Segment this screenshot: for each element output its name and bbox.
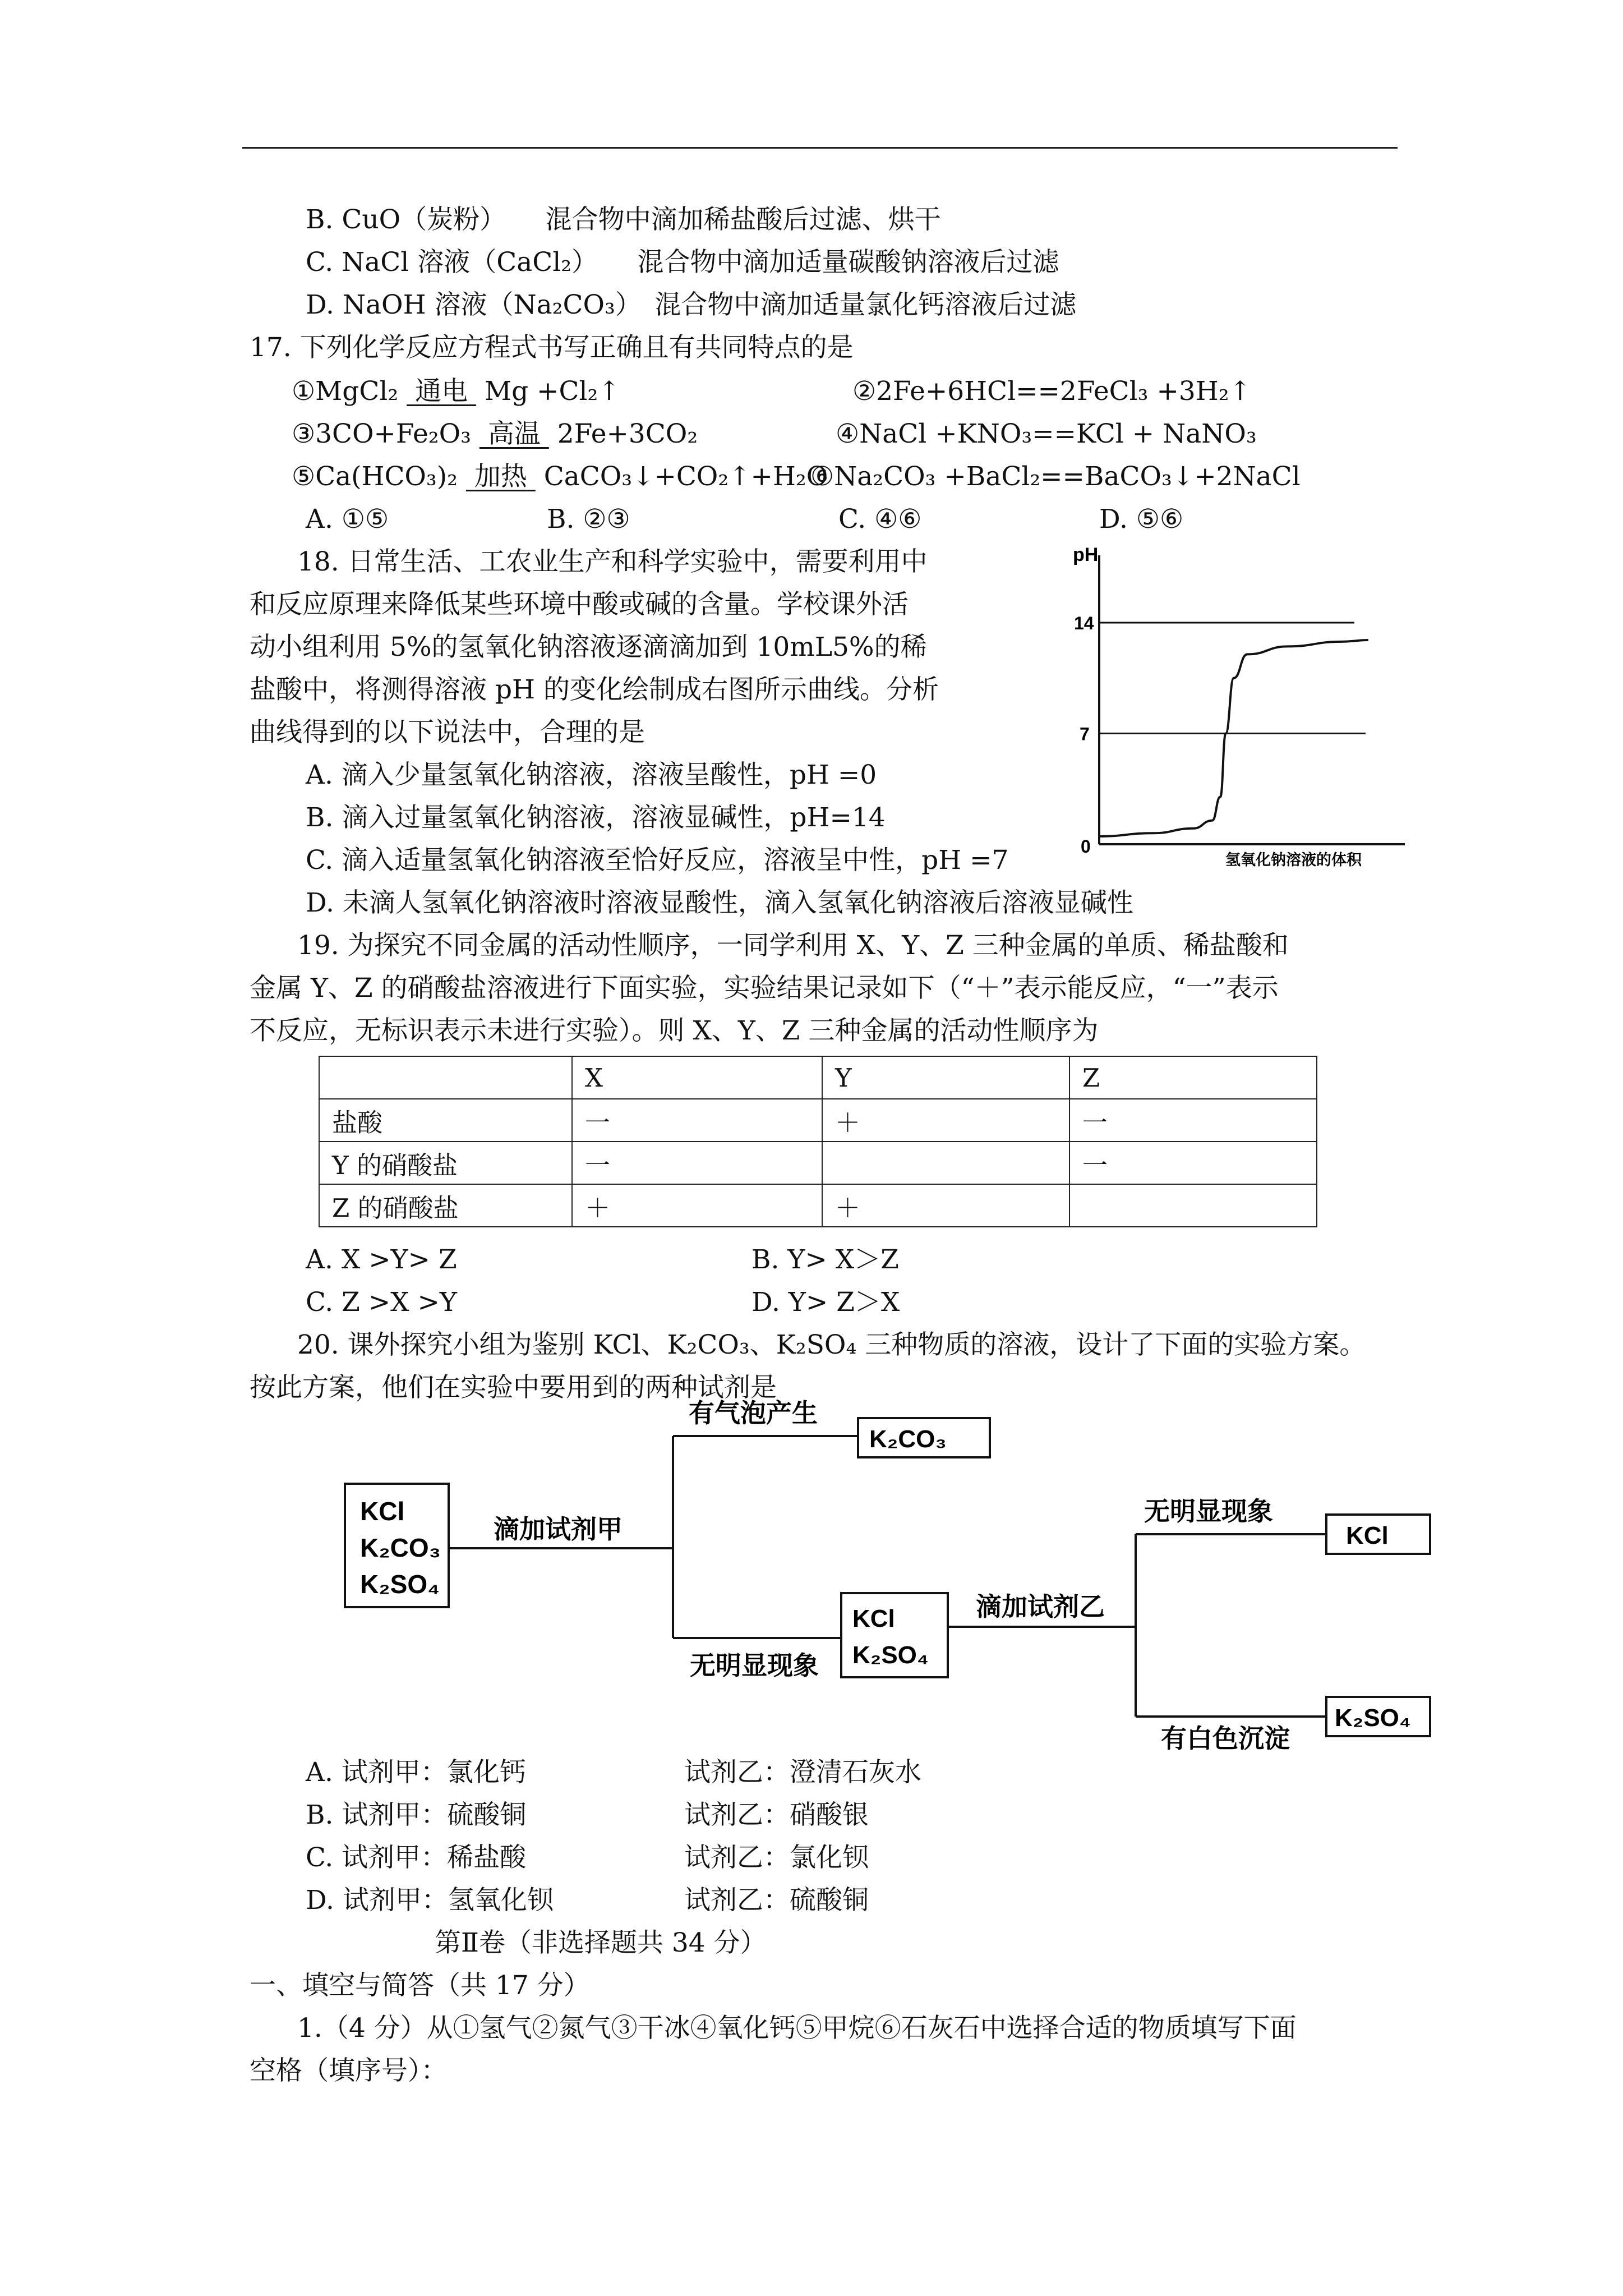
table-cell: Z: [1069, 1056, 1317, 1099]
reagent-flowchart: [336, 1391, 1464, 1750]
step1-label: 滴加试剂甲: [494, 1515, 623, 1544]
table-cell: Y 的硝酸盐: [319, 1142, 572, 1184]
up2-label: 无明显现象: [1144, 1497, 1273, 1526]
tick-label-7: 7: [1080, 724, 1090, 744]
part2-q1-line-2: 空格（填序号）：: [250, 2055, 448, 2086]
up-result: K₂CO₃: [869, 1425, 947, 1453]
start-item-1: KCl: [360, 1497, 405, 1526]
q20-line-2: 按此方案，他们在实验中要用到的两种试剂是: [250, 1372, 777, 1403]
down2-result: K₂SO₄: [1335, 1704, 1411, 1732]
q20-option-b-1: B. 试剂甲：硫酸铜: [306, 1800, 527, 1830]
q18-option-d: D. 未滴人氢氧化钠溶液时溶液显酸性，滴入氢氧化钠溶液后溶液显碱性: [306, 887, 1133, 918]
q18-line-1: 18. 日常生活、工农业生产和科学实验中，需要利用中: [297, 546, 928, 577]
table-cell: Y: [822, 1056, 1069, 1099]
table-cell: X: [572, 1056, 822, 1099]
eq5-condition: 加热: [474, 461, 527, 492]
eq1-condition: 通电: [415, 376, 468, 407]
q19-line-3: 不反应，无标识表示未进行实验）。则 X、Y、Z 三种金属的活动性顺序为: [250, 1015, 1099, 1046]
table-cell: ＋: [822, 1099, 1069, 1142]
q16-option-b: B. CuO（炭粉） 混合物中滴加稀盐酸后过滤、烘干: [306, 204, 941, 235]
q19-results-table: [319, 1056, 1317, 1227]
q17-equation-5: [292, 460, 828, 494]
part2-title: 第Ⅱ卷（非选择题共 34 分）: [435, 1927, 767, 1958]
q17-equation-2: ②2Fe+6HCl==2FeCl₃ +3H₂↑: [852, 376, 1251, 407]
eq1-reactant: ①MgCl₂: [292, 376, 399, 407]
q18-line-4: 盐酸中，将测得溶液 pH 的变化绘制成右图所示曲线。分析: [250, 674, 939, 705]
table-cell: Z 的硝酸盐: [319, 1184, 572, 1227]
header-rule: [242, 147, 1398, 149]
eq3-product: 2Fe+3CO₂: [557, 418, 698, 449]
chart-y-label: pH: [1073, 544, 1099, 565]
table-cell: 一: [572, 1099, 822, 1142]
tick-label-0: 0: [1081, 836, 1091, 857]
down2-label: 有白色沉淀: [1161, 1724, 1290, 1750]
q17-stem: 17. 下列化学反应方程式书写正确且有共同特点的是: [250, 332, 854, 363]
eq5-product: CaCO₃↓+CO₂↑+H₂O: [543, 461, 828, 492]
part2-q1-line-1: 1.（4 分）从①氢气②氮气③干冰④氧化钙⑤甲烷⑥石灰石中选择合适的物质填写下面: [297, 2013, 1297, 2044]
q17-equation-4: ④NaCl +KNO₃==KCl + NaNO₃: [836, 418, 1257, 449]
table-row: [319, 1099, 1317, 1142]
step2-label: 滴加试剂乙: [976, 1592, 1105, 1621]
q18-option-a: A. 滴入少量氢氧化钠溶液，溶液呈酸性，pH =0: [306, 760, 877, 790]
q20-option-d-2: 试剂乙：硫酸铜: [684, 1885, 869, 1916]
table-cell: [319, 1056, 572, 1099]
table-cell: 一: [1069, 1099, 1317, 1142]
q20-option-a-2: 试剂乙：澄清石灰水: [684, 1757, 921, 1788]
up2-result: KCl: [1346, 1522, 1389, 1549]
q19-option-a: A. X >Y> Z: [306, 1244, 457, 1275]
tick-label-14: 14: [1074, 613, 1094, 633]
table-cell: ＋: [822, 1184, 1069, 1227]
q20-option-a-1: A. 试剂甲：氯化钙: [306, 1757, 526, 1788]
start-item-2: K₂CO₃: [360, 1533, 441, 1562]
eq5-reactant: ⑤Ca(HCO₃)₂: [292, 461, 458, 492]
q20-option-d-1: D. 试剂甲：氢氧化钡: [306, 1885, 554, 1916]
q17-option-d: D. ⑤⑥: [1099, 504, 1184, 535]
q19-line-2: 金属 Y、Z 的硝酸盐溶液进行下面实验，实验结果记录如下（“＋”表示能反应，“一”表示: [250, 973, 1279, 1004]
q19-line-1: 19. 为探究不同金属的活动性顺序，一同学利用 X、Y、Z 三种金属的单质、稀盐酸和: [297, 930, 1289, 961]
eq1-product: Mg +Cl₂↑: [485, 376, 620, 407]
q18-option-b: B. 滴入过量氢氧化钠溶液，溶液显碱性，pH=14: [306, 802, 886, 833]
table-cell: ＋: [572, 1184, 822, 1227]
chart-x-label: 氢氧化钠溶液的体积: [1225, 852, 1362, 868]
q20-option-c-1: C. 试剂甲：稀盐酸: [306, 1842, 527, 1873]
q18-line-3: 动小组利用 5%的氢氧化钠溶液逐滴滴加到 10mL5%的稀: [250, 632, 927, 662]
q19-option-b: B. Y> X＞Z: [751, 1244, 899, 1275]
start-item-3: K₂SO₄: [360, 1570, 440, 1599]
q17-option-b: B. ②③: [547, 504, 630, 535]
table-header-row: [319, 1056, 1317, 1099]
q18-option-c: C. 滴入适量氢氧化钠溶液至恰好反应，溶液呈中性，pH =7: [306, 845, 1009, 876]
table-cell: [1069, 1184, 1317, 1227]
mid-item-2: K₂SO₄: [852, 1641, 929, 1669]
table-cell: [822, 1142, 1069, 1184]
q16-option-c: C. NaCl 溶液（CaCl₂） 混合物中滴加适量碳酸钠溶液后过滤: [306, 247, 1059, 278]
eq3-condition: 高温: [487, 418, 541, 449]
q20-option-b-2: 试剂乙：硝酸银: [684, 1800, 869, 1830]
mid-item-1: KCl: [852, 1605, 895, 1632]
part2-section-heading: 一、填空与简答（共 17 分）: [250, 1970, 590, 2001]
ph-series-line: [1099, 640, 1368, 836]
ph-curve-chart: [1046, 539, 1422, 869]
q20-line-1: 20. 课外探究小组为鉴别 KCl、K₂CO₃、K₂SO₄ 三种物质的溶液，设计了下面的实验方案。: [297, 1329, 1366, 1360]
q17-option-c: C. ④⑥: [838, 504, 922, 535]
q17-equation-1: [292, 375, 620, 408]
table-cell: 一: [572, 1142, 822, 1184]
q17-equation-6: ⑥Na₂CO₃ +BaCl₂==BaCO₃↓+2NaCl: [810, 461, 1301, 492]
q19-option-c: C. Z >X >Y: [306, 1287, 457, 1318]
table-row: [319, 1184, 1317, 1227]
up-label: 有气泡产生: [689, 1398, 818, 1428]
q16-option-d: D. NaOH 溶液（Na₂CO₃） 混合物中滴加适量氯化钙溶液后过滤: [306, 289, 1077, 320]
table-cell: 一: [1069, 1142, 1317, 1184]
table-row: [319, 1142, 1317, 1184]
q17-equation-3: [292, 417, 698, 451]
table-cell: 盐酸: [319, 1099, 572, 1142]
eq3-reactant: ③3CO+Fe₂O₃: [292, 418, 471, 449]
q18-line-2: 和反应原理来降低某些环境中酸或碱的含量。学校课外活: [250, 589, 909, 620]
q19-option-d: D. Y> Z＞X: [751, 1287, 900, 1318]
q17-option-a: A. ①⑤: [306, 504, 389, 535]
q18-line-5: 曲线得到的以下说法中，合理的是: [250, 717, 645, 748]
q20-option-c-2: 试剂乙：氯化钡: [684, 1842, 869, 1873]
down-label: 无明显现象: [690, 1651, 819, 1680]
